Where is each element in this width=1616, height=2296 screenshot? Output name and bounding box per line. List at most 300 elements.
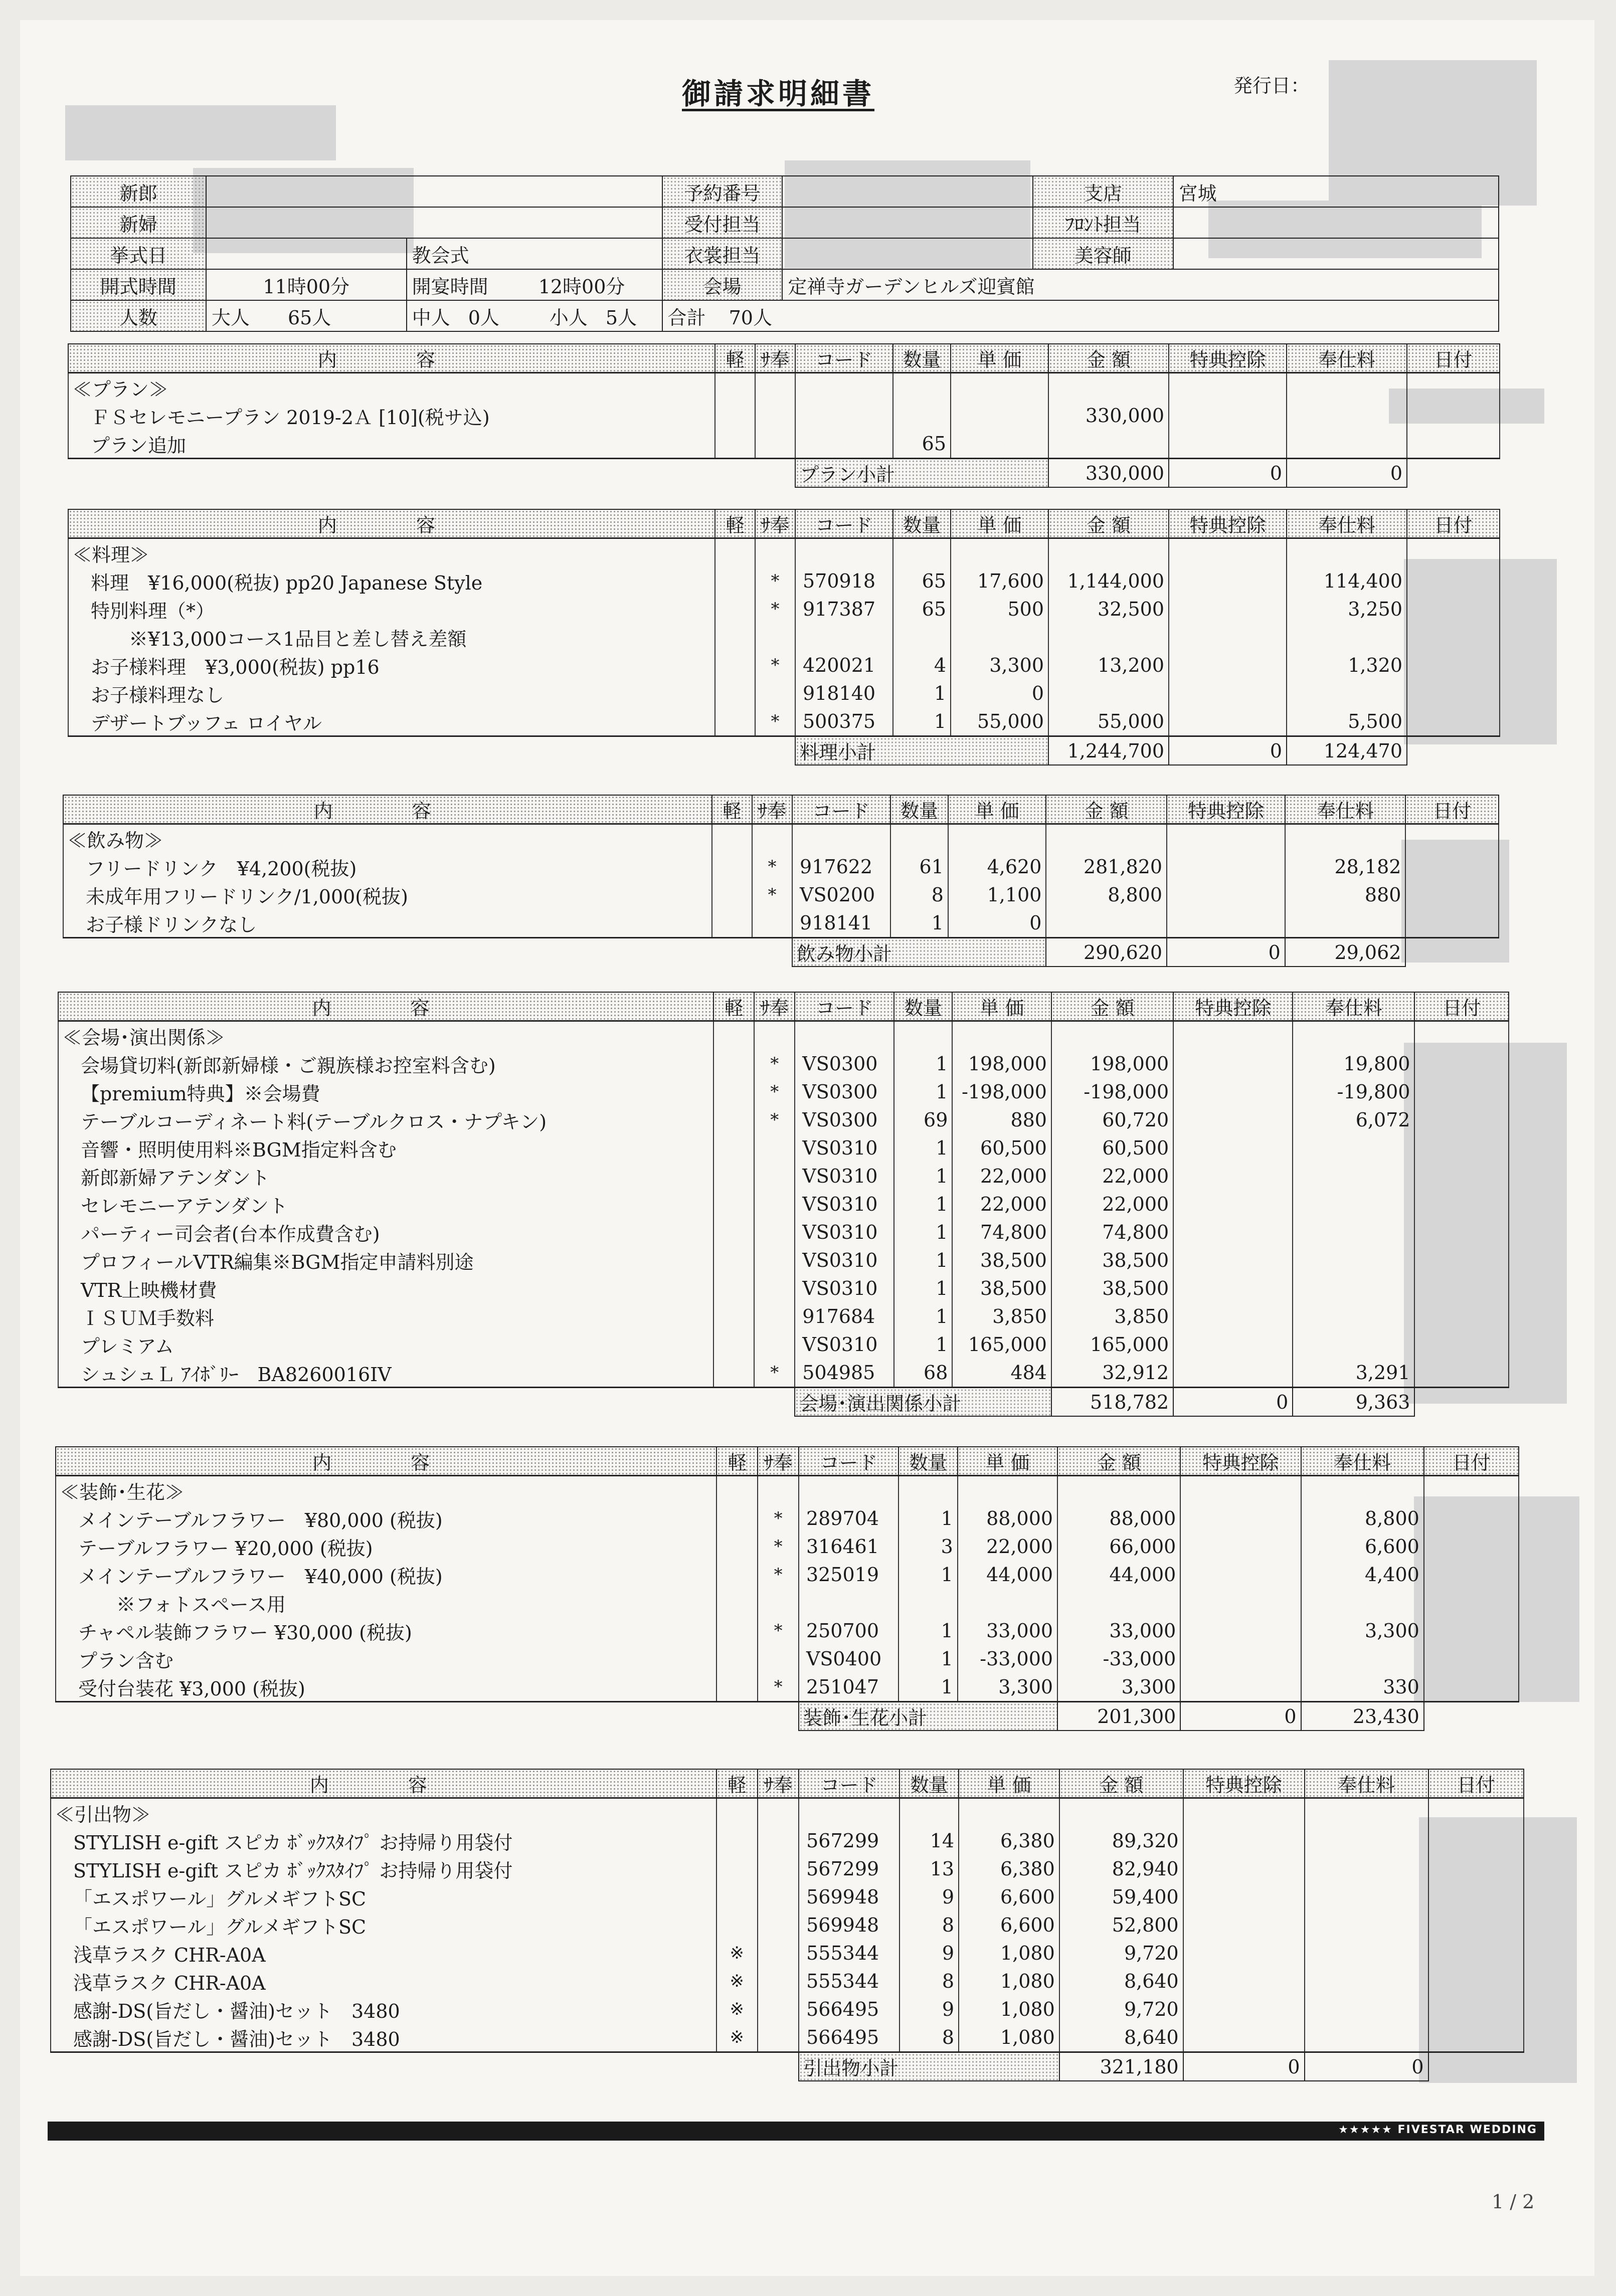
row-tax [754,1330,795,1359]
row-date [1407,402,1500,430]
column-header-amount: 金 額 [1046,795,1167,824]
row-tax: * [758,1673,799,1702]
row-code: 555344 [799,1967,900,1995]
row-discount [1173,1078,1293,1106]
row-kei [716,1827,758,1855]
empty-cell [758,1476,799,1505]
row-tax: * [754,1106,795,1134]
row-discount [1173,1134,1293,1162]
subtotal-date-spacer [1405,938,1499,967]
row-qty: 1 [899,1645,958,1673]
row-discount [1180,1533,1301,1561]
column-header-date: 日付 [1424,1447,1519,1476]
row-amount: 3,850 [1051,1302,1173,1330]
row-content: ＦＳセレモニープラン 2019-2Ａ [10](税サ込) [68,402,715,430]
table-row [58,1274,1509,1302]
row-discount [1183,1967,1305,1995]
column-header-kei: 軽 [715,344,755,373]
row-service: 28,182 [1285,853,1406,881]
row-code: VS0300 [795,1078,894,1106]
row-kei [716,1645,758,1673]
row-qty: 1 [894,1134,953,1162]
row-code: 917684 [795,1302,894,1330]
branch-value: 宮城 [1173,176,1499,207]
row-tax [752,909,792,938]
row-unit [958,1589,1057,1617]
row-discount [1173,1274,1293,1302]
row-date [1424,1589,1519,1617]
column-header-date: 日付 [1407,344,1500,373]
row-unit: 0 [951,679,1048,707]
row-amount: 1,144,000 [1048,567,1169,595]
row-code: VS0310 [795,1274,894,1302]
bride-value [206,207,662,238]
adult-label: 大人 [211,306,250,329]
row-amount: 38,500 [1051,1246,1173,1274]
row-tax [758,1911,799,1939]
subtotal-label: 装飾･生花小計 [799,1702,1057,1731]
row-date [1424,1533,1519,1561]
table-row [58,1190,1509,1218]
column-header-amount: 金 額 [1048,509,1169,538]
subtotal-spacer [63,938,792,967]
subtotal-spacer [68,459,795,488]
row-discount [1183,1911,1305,1939]
section-table [63,795,1499,967]
table-row [51,1855,1524,1883]
empty-cell [716,1476,758,1505]
row-tax [758,1589,799,1617]
subtotal-row [68,736,1500,766]
row-amount: 281,820 [1046,853,1167,881]
section-category: ≪料理≫ [68,538,715,567]
row-code: 566495 [799,2023,900,2052]
row-date [1414,1330,1509,1359]
row-kei [715,651,755,679]
row-amount [1048,679,1169,707]
row-unit: 44,000 [958,1561,1057,1589]
row-service [1301,1589,1424,1617]
row-tax [754,1190,795,1218]
empty-cell [951,373,1048,402]
row-tax [754,1274,795,1302]
column-header-tax: ｻ奉 [755,344,795,373]
subtotal-spacer [56,1702,799,1731]
subtotal-label: 会場･演出関係小計 [795,1388,1051,1417]
section-category: ≪引出物≫ [51,1798,716,1827]
row-kei [713,1274,754,1302]
column-header-date: 日付 [1428,1769,1524,1798]
subtotal-date-spacer [1414,1388,1509,1417]
section-category: ≪飲み物≫ [63,824,712,853]
column-header-amount: 金 額 [1057,1447,1180,1476]
row-content: 浅草ラスク CHR-A0A [51,1967,716,1995]
column-header-kei: 軽 [715,509,755,538]
row-unit: 22,000 [952,1162,1051,1190]
row-discount [1169,567,1287,595]
empty-cell [1305,1798,1428,1827]
table-row [68,679,1500,707]
row-content: STYLISH e-gift スピカ ﾎﾞｯｸｽﾀｲﾌﾟ お持帰り用袋付 [51,1855,716,1883]
column-header-tax: ｻ奉 [755,509,795,538]
row-code: VS0310 [795,1218,894,1246]
empty-cell [951,538,1048,567]
subtotal-row [63,938,1499,967]
row-kei [713,1106,754,1134]
section-table [58,992,1509,1417]
row-service [1293,1246,1414,1274]
row-kei [713,1330,754,1359]
row-service [1305,2023,1428,2052]
subtotal-date-spacer [1424,1702,1519,1731]
row-date [1428,1911,1524,1939]
row-discount [1183,1855,1305,1883]
row-amount [1048,623,1169,651]
costume-label: 衣裳担当 [662,238,783,269]
column-header-kei: 軽 [716,1769,758,1798]
column-header-date: 日付 [1414,992,1509,1021]
row-service [1305,1883,1428,1911]
row-kei [715,567,755,595]
table-row [63,881,1499,909]
column-header-qty: 数量 [893,344,951,373]
row-discount [1183,2023,1305,2052]
row-qty: 1 [894,1330,953,1359]
row-date [1428,1995,1524,2023]
column-header-amount: 金 額 [1059,1769,1183,1798]
row-kei: ※ [716,2023,758,2052]
row-service: 6,072 [1293,1106,1414,1134]
row-kei [713,1218,754,1246]
row-amount: 59,400 [1059,1883,1183,1911]
column-header-code: コード [799,1769,900,1798]
row-kei [713,1190,754,1218]
row-content: 新郎新婦アテンダント [58,1162,713,1190]
subtotal-row [58,1388,1509,1417]
row-discount [1169,430,1287,459]
row-code: 918141 [792,909,890,938]
row-service [1305,1911,1428,1939]
empty-cell [795,538,893,567]
column-header-discount: 特典控除 [1180,1447,1301,1476]
row-amount: 330,000 [1048,402,1169,430]
table-row [68,595,1500,623]
row-qty: 8 [900,1911,959,1939]
row-unit: 33,000 [958,1617,1057,1645]
middle-label: 中人 [412,306,450,329]
column-header-discount: 特典控除 [1173,992,1293,1021]
table-row [58,1050,1509,1078]
empty-cell [715,373,755,402]
subtotal-row [56,1702,1519,1731]
column-header-content: 内 容 [68,509,715,538]
row-service [1293,1302,1414,1330]
row-discount [1169,402,1287,430]
row-tax [758,2023,799,2052]
table-row [63,909,1499,938]
row-content: プレミアム [58,1330,713,1359]
empty-cell [1167,824,1285,853]
row-service: 3,250 [1287,595,1407,623]
row-kei [712,853,752,881]
table-row [58,1359,1509,1388]
column-header-service: 奉仕料 [1293,992,1414,1021]
row-content: セレモニーアテンダント [58,1190,713,1218]
row-qty: 1 [894,1190,953,1218]
reception-label: 受付担当 [662,207,783,238]
empty-cell [1057,1476,1180,1505]
row-amount: 9,720 [1059,1939,1183,1967]
column-header-tax: ｻ奉 [752,795,792,824]
row-unit: 88,000 [958,1504,1057,1533]
row-date [1428,1967,1524,1995]
table-row [68,651,1500,679]
row-date [1407,651,1500,679]
section-table [68,509,1500,766]
subtotal-date-spacer [1428,2052,1524,2081]
column-header-code: コード [795,509,893,538]
row-discount [1183,1883,1305,1911]
row-kei: ※ [716,1995,758,2023]
column-header-qty: 数量 [899,1447,958,1476]
row-kei [713,1134,754,1162]
adult-count: 65人 [287,306,331,329]
row-date [1428,1939,1524,1967]
column-header-content: 内 容 [63,795,712,824]
row-unit: 0 [948,909,1046,938]
row-unit [951,430,1048,459]
empty-cell [754,1021,795,1050]
row-content: 「エスポワール」グルメギフトSC [51,1911,716,1939]
column-header-discount: 特典控除 [1167,795,1285,824]
row-code: 567299 [799,1855,900,1883]
row-amount [1046,909,1167,938]
row-kei [713,1050,754,1078]
row-discount [1167,853,1285,881]
row-qty: 1 [894,1218,953,1246]
footer-bar [48,2122,1544,2141]
row-service [1287,402,1407,430]
empty-cell [1287,373,1407,402]
row-content: 【premium特典】※会場費 [58,1078,713,1106]
total-count: 70人 [729,306,772,329]
row-unit: 6,380 [959,1827,1059,1855]
column-header-service: 奉仕料 [1287,344,1407,373]
row-service: 330 [1301,1673,1424,1702]
row-tax: * [758,1504,799,1533]
row-code: 500375 [795,707,893,736]
column-header-kei: 軽 [712,795,752,824]
empty-cell [1048,373,1169,402]
row-unit: 55,000 [951,707,1048,736]
empty-cell [1428,1798,1524,1827]
column-header-code: コード [795,344,893,373]
empty-cell [1285,824,1406,853]
table-row [58,1330,1509,1359]
row-date [1414,1246,1509,1274]
empty-cell [1407,373,1500,402]
subtotal-spacer [68,736,795,766]
empty-cell [795,1021,894,1050]
row-code: VS0310 [795,1246,894,1274]
row-unit: 165,000 [952,1330,1051,1359]
column-header-tax: ｻ奉 [758,1769,799,1798]
row-qty [893,623,951,651]
row-qty: 1 [899,1504,958,1533]
row-amount: 8,640 [1059,1967,1183,1995]
row-discount [1173,1162,1293,1190]
empty-cell [755,538,795,567]
party-time-label: 開宴時間 [412,275,488,298]
subtotal-service: 23,430 [1301,1702,1424,1731]
row-service [1301,1645,1424,1673]
front-value [1173,207,1499,238]
row-date [1407,567,1500,595]
row-qty: 1 [894,1162,953,1190]
row-kei [715,679,755,707]
table-row [58,1078,1509,1106]
row-qty: 14 [900,1827,959,1855]
table-row [51,1939,1524,1967]
row-service [1293,1274,1414,1302]
groom-value [206,176,662,207]
row-unit: 6,600 [959,1911,1059,1939]
empty-cell [795,373,893,402]
row-unit: 60,500 [952,1134,1051,1162]
middle-count: 0人 [468,306,499,329]
row-amount: 9,720 [1059,1995,1183,2023]
empty-cell [952,1021,1051,1050]
reception-value [782,207,1032,238]
row-content: ※フォトスペース用 [56,1589,716,1617]
row-content: メインテーブルフラワー ¥80,000 (税抜) [56,1504,716,1533]
row-discount [1167,909,1285,938]
stylist-label: 美容師 [1033,238,1173,269]
row-unit: 880 [952,1106,1051,1134]
row-content: 特別料理（*） [68,595,715,623]
row-code: 917622 [792,853,890,881]
table-row [56,1645,1519,1673]
row-unit: 22,000 [958,1533,1057,1561]
row-code: VS0310 [795,1162,894,1190]
column-header-content: 内 容 [56,1447,716,1476]
document-title: 御請求明細書 [682,77,875,111]
column-header-service: 奉仕料 [1285,795,1406,824]
row-tax [755,623,795,651]
row-tax: * [752,881,792,909]
row-qty: 8 [890,881,948,909]
row-code: 566495 [799,1995,900,2023]
row-kei: ※ [716,1939,758,1967]
column-header-qty: 数量 [900,1769,959,1798]
row-content: メインテーブルフラワー ¥40,000 (税抜) [56,1561,716,1589]
stylist-value [1173,238,1499,269]
front-label: ﾌﾛﾝﾄ担当 [1033,207,1173,238]
row-qty: 1 [899,1561,958,1589]
row-unit: -33,000 [958,1645,1057,1673]
column-header-unit: 単 価 [951,344,1048,373]
row-qty: 1 [894,1302,953,1330]
row-code: 325019 [799,1561,899,1589]
row-content: 感謝-DS(旨だし・醤油)セット 3480 [51,1995,716,2023]
section-table [55,1446,1519,1731]
row-content: STYLISH e-gift スピカ ﾎﾞｯｸｽﾀｲﾌﾟ お持帰り用袋付 [51,1827,716,1855]
empty-cell [1301,1476,1424,1505]
row-code: 316461 [799,1533,899,1561]
row-service: 3,291 [1293,1359,1414,1388]
row-discount [1173,1106,1293,1134]
column-header-service: 奉仕料 [1301,1447,1424,1476]
row-kei [716,1673,758,1702]
subtotal-row [51,2052,1524,2081]
row-content: お子様料理なし [68,679,715,707]
row-tax [758,1967,799,1995]
table-row [51,1883,1524,1911]
row-kei [716,1883,758,1911]
row-amount: 13,200 [1048,651,1169,679]
subtotal-label: プラン小計 [795,459,1048,488]
row-kei [715,430,755,459]
total-label: 合計 [667,306,706,329]
column-header-amount: 金 額 [1048,344,1169,373]
empty-cell [799,1476,899,1505]
row-qty: 3 [899,1533,958,1561]
subtotal-service: 9,363 [1293,1388,1414,1417]
row-discount [1183,1827,1305,1855]
empty-cell [893,373,951,402]
row-content: 未成年用フリードリンク/1,000(税抜) [63,881,712,909]
row-discount [1173,1359,1293,1388]
row-tax: * [754,1359,795,1388]
row-amount: 60,720 [1051,1106,1173,1134]
subtotal-discount: 0 [1173,1388,1293,1417]
empty-cell [948,824,1046,853]
venue-value: 定禅寺ガーデンヒルズ迎賓館 [782,269,1499,300]
row-unit: 198,000 [952,1050,1051,1078]
table-row [56,1673,1519,1702]
empty-cell [713,1021,754,1050]
column-header-date: 日付 [1405,795,1499,824]
section-table [50,1769,1524,2081]
column-header-tax: ｻ奉 [758,1447,799,1476]
row-content: パーティー司会者(台本作成費含む) [58,1218,713,1246]
row-service: 3,300 [1301,1617,1424,1645]
row-date [1414,1359,1509,1388]
empty-cell [1169,373,1287,402]
column-header-unit: 単 価 [958,1447,1057,1476]
subtotal-service: 29,062 [1285,938,1406,967]
row-date [1407,623,1500,651]
row-service [1285,909,1406,938]
empty-cell [755,373,795,402]
row-tax [758,1995,799,2023]
row-qty: 68 [894,1359,953,1388]
column-header-qty: 数量 [893,509,951,538]
empty-cell [1169,538,1287,567]
table-row [63,853,1499,881]
row-kei [712,881,752,909]
empty-cell [958,1476,1057,1505]
table-row [51,1995,1524,2023]
empty-cell [1405,824,1499,853]
row-date [1414,1134,1509,1162]
subtotal-row [68,459,1500,488]
table-row [58,1106,1509,1134]
table-row [56,1504,1519,1533]
row-content: デザートブッフェ ロイヤル [68,707,715,736]
row-amount: 66,000 [1057,1533,1180,1561]
subtotal-label: 料理小計 [795,736,1048,766]
